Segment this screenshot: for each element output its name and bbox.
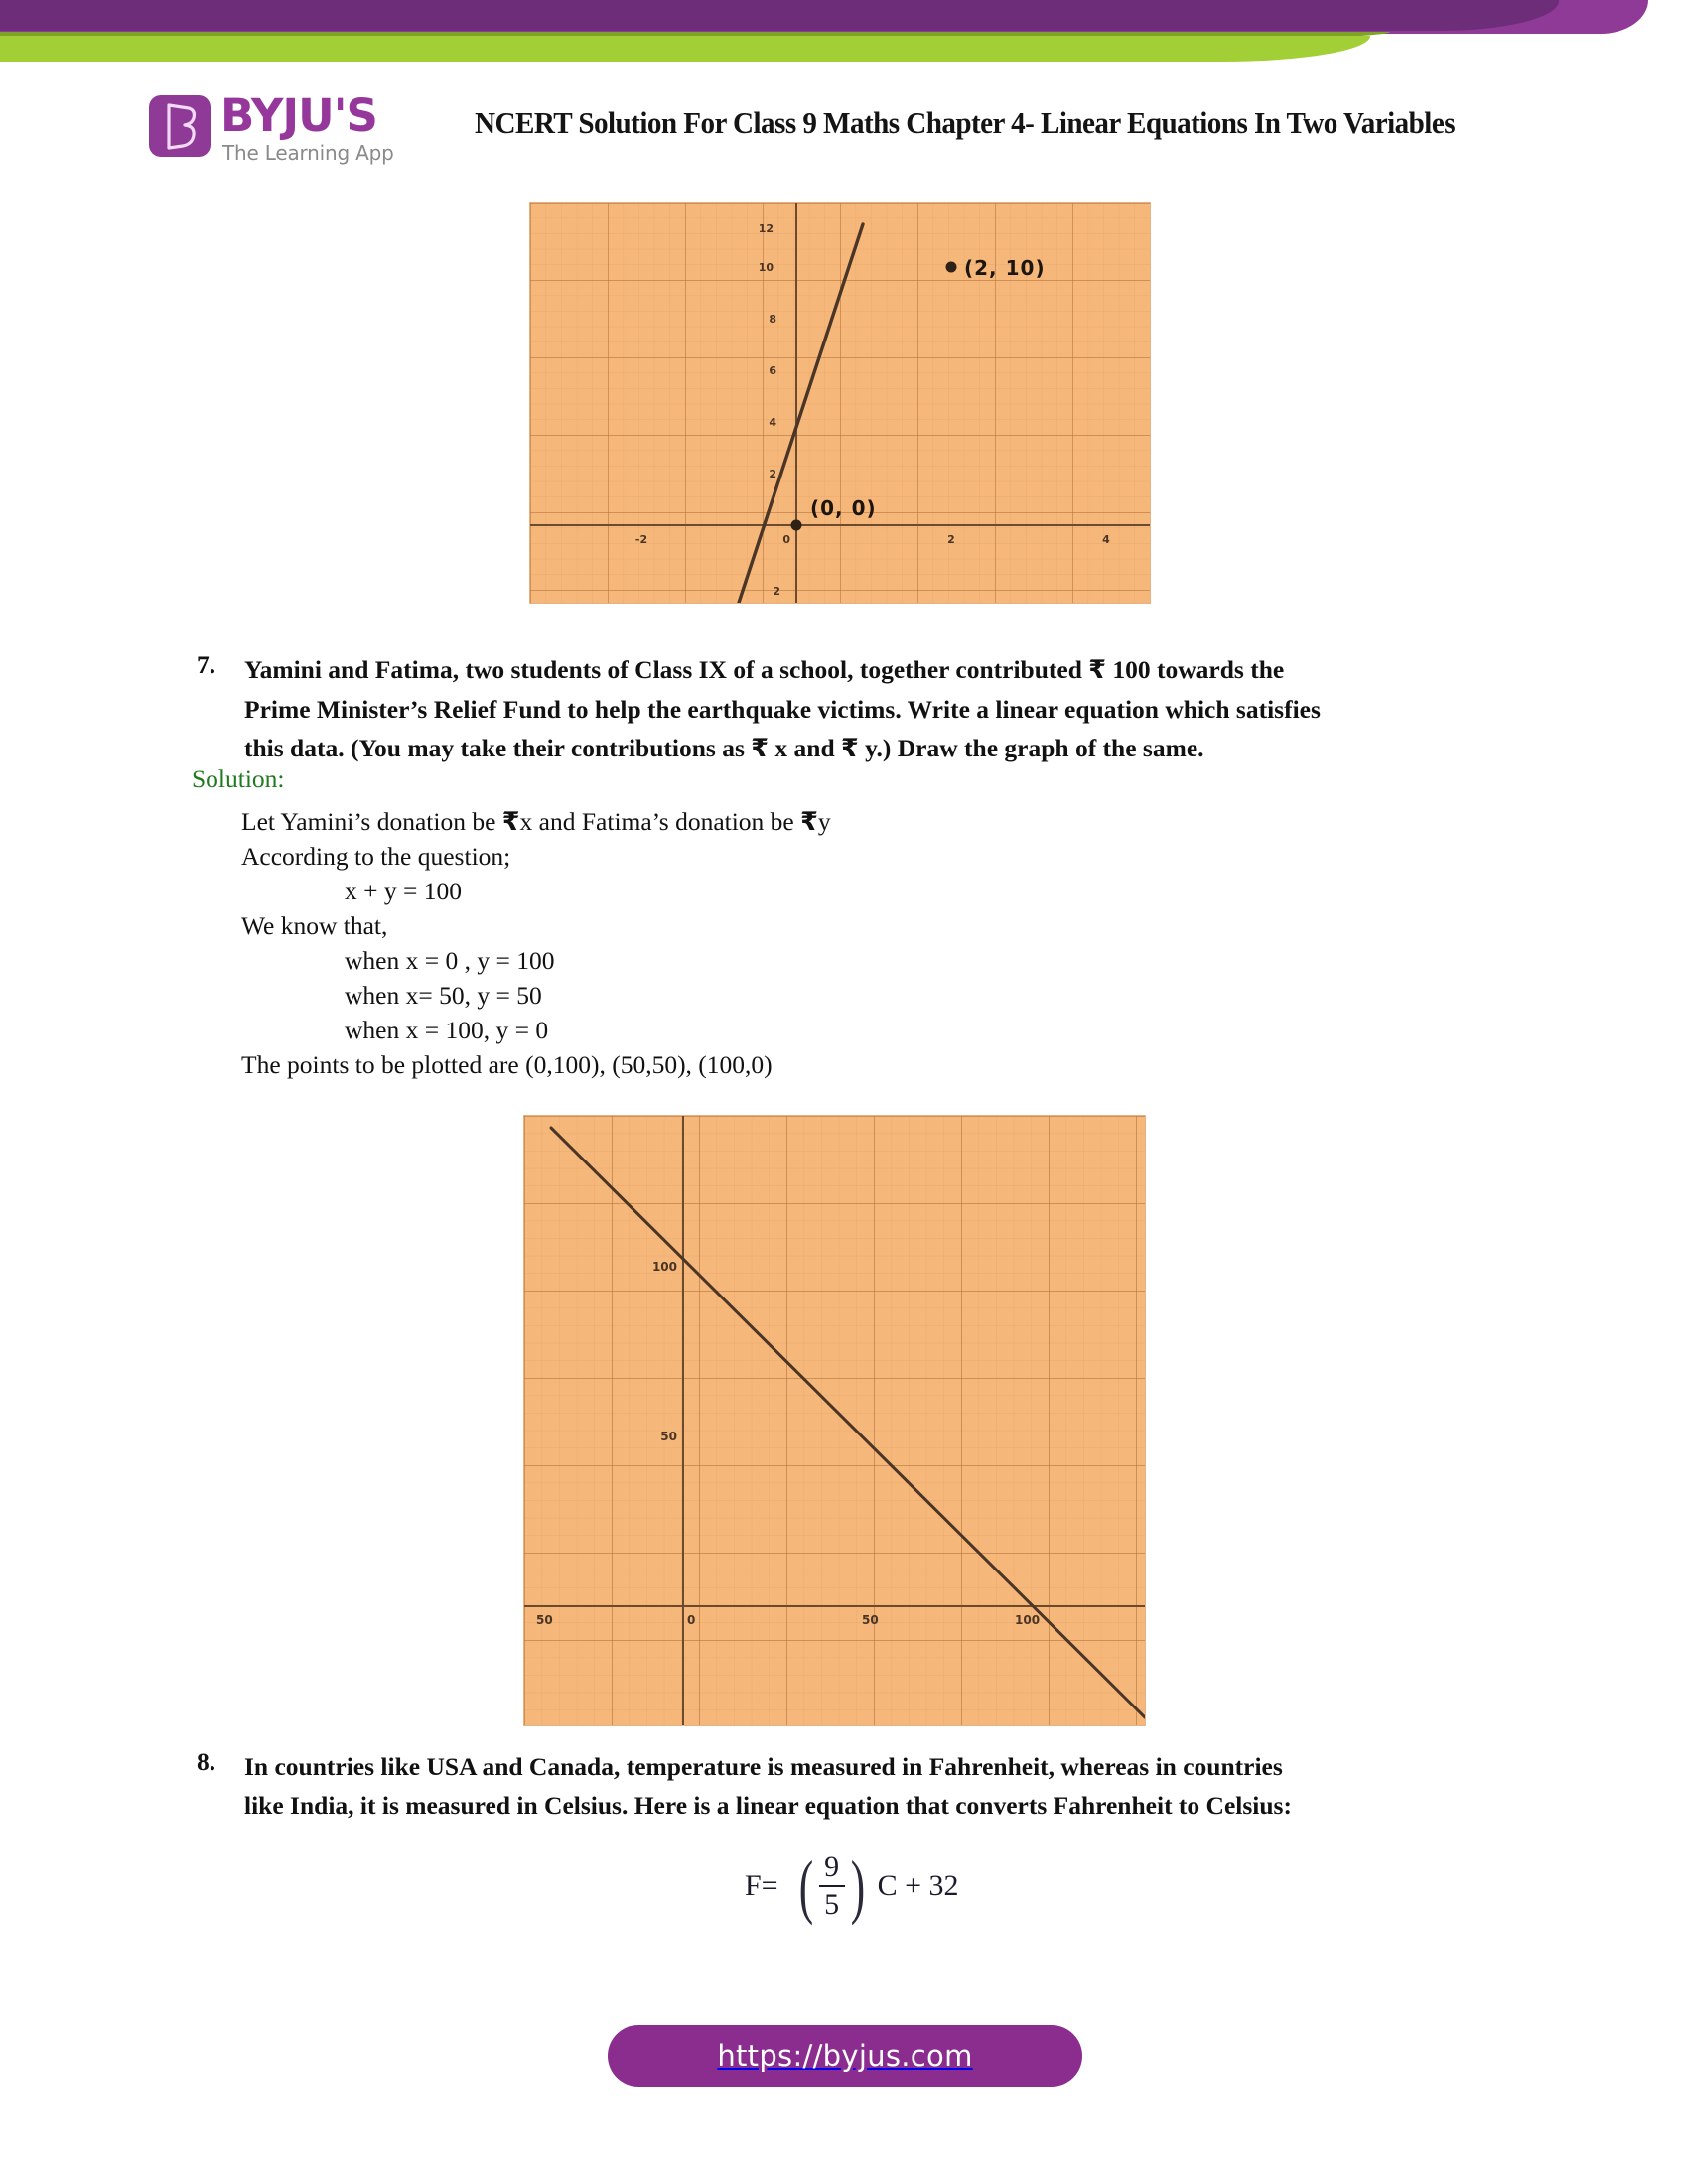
svg-text:50: 50 bbox=[536, 1613, 553, 1627]
graph-figure-y-equals-5x bbox=[529, 202, 1151, 604]
right-paren: ) bbox=[850, 1845, 865, 1926]
rupee-symbol: ₹ bbox=[800, 807, 818, 837]
byjus-b-icon bbox=[149, 95, 211, 157]
solution-7-value-1: when x = 0 , y = 100 bbox=[345, 946, 555, 975]
svg-text:6: 6 bbox=[769, 364, 776, 377]
q7-line3-part1: this data. (You may take their contributions as bbox=[244, 734, 752, 762]
question-8-text bbox=[244, 1747, 1535, 1825]
svg-text:2: 2 bbox=[773, 585, 780, 598]
question-7-number: 7. bbox=[197, 650, 216, 679]
graph-figure-x-plus-y-equals-100 bbox=[523, 1115, 1146, 1726]
graph-1-svg bbox=[530, 203, 1150, 603]
svg-text:2: 2 bbox=[947, 533, 955, 546]
fahrenheit-celsius-formula bbox=[745, 1845, 959, 1926]
byjus-wordmark: BYJU'S bbox=[220, 89, 377, 142]
svg-text:10: 10 bbox=[758, 261, 774, 274]
svg-text:(2, 10): (2, 10) bbox=[964, 256, 1046, 280]
svg-text:4: 4 bbox=[1102, 533, 1110, 546]
s7-l1-b: x and Fatima’s donation be bbox=[519, 807, 801, 836]
rupee-symbol: ₹ bbox=[751, 734, 770, 763]
svg-text:-2: -2 bbox=[634, 533, 648, 546]
solution-7-value-2: when x= 50, y = 50 bbox=[345, 981, 542, 1010]
page-header bbox=[0, 89, 1688, 165]
banner-purple-band bbox=[0, 0, 1559, 31]
solution-7-line-2: According to the question; bbox=[241, 842, 511, 871]
q7-line3-part3: y.) Draw the graph of the same. bbox=[858, 734, 1204, 762]
svg-text:2: 2 bbox=[769, 468, 776, 480]
left-paren: ( bbox=[798, 1845, 813, 1926]
fraction-numerator: 9 bbox=[824, 1850, 840, 1883]
question-8-number: 8. bbox=[197, 1747, 216, 1776]
page-title: NCERT Solution For Class 9 Maths Chapter 4- Linear Equations In Two Variables bbox=[475, 105, 1455, 140]
q7-line3-part2: x and bbox=[769, 734, 842, 762]
fraction-nine-fifths bbox=[819, 1851, 845, 1920]
banner-green-shadow-band bbox=[0, 32, 1390, 38]
svg-text:(0, 0): (0, 0) bbox=[810, 496, 877, 520]
question-7-text bbox=[244, 650, 1540, 768]
s7-l1-c: y bbox=[817, 807, 831, 836]
footer-url-button[interactable] bbox=[608, 2025, 1082, 2087]
byjus-logo bbox=[149, 91, 447, 169]
rupee-symbol: ₹ bbox=[841, 734, 859, 763]
top-decorative-banner bbox=[0, 0, 1688, 77]
solution-7-equation: x + y = 100 bbox=[345, 877, 463, 905]
formula-rhs: C + 32 bbox=[877, 1868, 959, 1902]
svg-text:0: 0 bbox=[687, 1613, 696, 1627]
svg-text:100: 100 bbox=[651, 1260, 677, 1274]
solution-7-line-1 bbox=[241, 804, 831, 840]
svg-text:0: 0 bbox=[782, 533, 790, 546]
footer-url-label: https://byjus.com bbox=[717, 2039, 973, 2073]
svg-text:8: 8 bbox=[769, 313, 776, 326]
solution-7-value-3: when x = 100, y = 0 bbox=[345, 1016, 549, 1044]
svg-text:4: 4 bbox=[769, 416, 776, 429]
fraction-denominator: 5 bbox=[824, 1887, 840, 1921]
q7-line2: Prime Minister’s Relief Fund to help the earthquake victims. Write a linear equation which satisfies bbox=[244, 695, 1321, 724]
solution-label-7: Solution: bbox=[192, 764, 285, 793]
banner-purple-light-band bbox=[0, 0, 1648, 34]
formula-fraction-group bbox=[794, 1845, 870, 1926]
fraction-bar bbox=[819, 1885, 845, 1887]
svg-text:12: 12 bbox=[758, 222, 774, 235]
s7-l1-a: Let Yamini’s donation be bbox=[241, 807, 502, 836]
solution-7-line-4: We know that, bbox=[241, 911, 388, 940]
solution-7-points: The points to be plotted are (0,100), (50,50), (100,0) bbox=[241, 1050, 773, 1079]
formula-lhs: F= bbox=[745, 1868, 778, 1902]
byjus-tagline: The Learning App bbox=[222, 141, 394, 165]
q7-line1-part1: Yamini and Fatima, two students of Class IX of a school, together contributed bbox=[244, 655, 1089, 684]
q7-line1-part2: 100 towards the bbox=[1106, 655, 1285, 684]
banner-green-band bbox=[0, 36, 1370, 62]
svg-text:50: 50 bbox=[862, 1613, 879, 1627]
svg-text:50: 50 bbox=[660, 1430, 677, 1443]
rupee-symbol: ₹ bbox=[501, 807, 520, 837]
graph-2-svg bbox=[524, 1116, 1145, 1725]
q8-line2: like India, it is measured in Celsius. Here is a linear equation that converts Fahrenheit to Celsius: bbox=[244, 1791, 1292, 1820]
svg-text:100: 100 bbox=[1015, 1613, 1041, 1627]
q8-line1: In countries like USA and Canada, temperature is measured in Fahrenheit, whereas in countries bbox=[244, 1752, 1283, 1781]
rupee-symbol: ₹ bbox=[1088, 655, 1107, 685]
